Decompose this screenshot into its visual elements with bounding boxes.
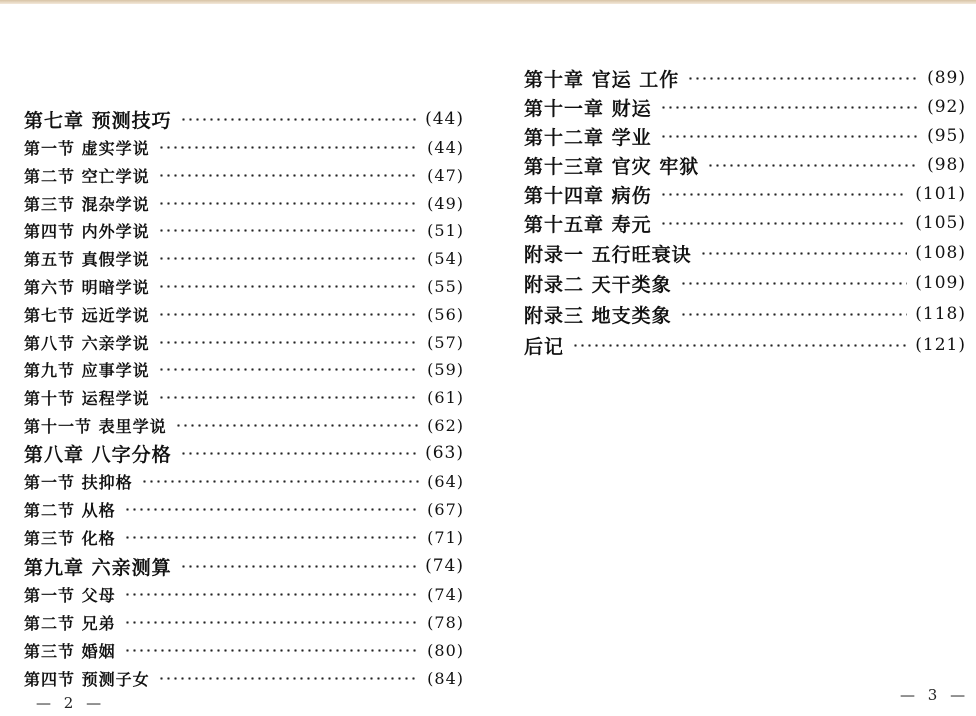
- toc-entry[interactable]: [524, 181, 966, 207]
- toc-entry[interactable]: [24, 609, 464, 635]
- toc-entry-title: 第二节 从格: [24, 500, 116, 520]
- toc-entry-title: 第三节 化格: [24, 528, 116, 548]
- toc-entry-page: (105): [915, 213, 966, 233]
- toc-entry-title: 第十五章 寿元: [524, 213, 652, 236]
- toc-entry-title: 附录一 五行旺衰诀: [524, 243, 692, 266]
- dot-leader: [660, 106, 919, 109]
- toc-entry-page: (64): [427, 471, 464, 491]
- toc-entry-page: (62): [427, 415, 464, 435]
- dot-leader: [158, 285, 420, 288]
- toc-entry-page: (95): [927, 126, 966, 146]
- dot-leader: [124, 621, 420, 624]
- toc-entry-title: 第三节 婚姻: [24, 641, 116, 661]
- toc-entry[interactable]: [24, 553, 464, 579]
- dot-leader: [660, 222, 908, 225]
- toc-entry-title: 附录三 地支类象: [524, 304, 672, 327]
- toc-entry[interactable]: [24, 524, 464, 550]
- toc-entry[interactable]: [24, 356, 464, 382]
- toc-entry-page: (92): [927, 97, 966, 117]
- dot-leader: [572, 344, 907, 347]
- toc-entry-page: (49): [427, 193, 464, 213]
- toc-entry-title: 后记: [524, 335, 565, 358]
- toc-entry-page: (67): [427, 499, 464, 519]
- toc-entry[interactable]: [24, 301, 464, 327]
- dot-leader: [141, 480, 420, 483]
- toc-entry-title: 第九节 应事学说: [24, 360, 150, 380]
- toc-entry[interactable]: [24, 412, 464, 438]
- toc-entry-title: 第三节 混杂学说: [24, 194, 150, 214]
- toc-entry[interactable]: [524, 240, 966, 266]
- toc-entry-title: 第十四章 病伤: [524, 184, 652, 207]
- dot-leader: [660, 193, 908, 196]
- toc-entry-page: (44): [425, 109, 464, 129]
- dot-leader: [175, 424, 420, 427]
- dot-leader: [158, 146, 420, 149]
- toc-entry-title: 第五节 真假学说: [24, 249, 150, 269]
- toc-entry[interactable]: [24, 468, 464, 494]
- toc-entry-page: (74): [425, 556, 464, 576]
- toc-entry-title: 第十章 官运 工作: [524, 68, 680, 91]
- dot-leader: [700, 252, 908, 255]
- toc-entry-page: (57): [427, 332, 464, 352]
- toc-entry-page: (118): [915, 304, 966, 324]
- dot-leader: [707, 164, 919, 167]
- toc-entry[interactable]: [24, 273, 464, 299]
- dot-leader: [158, 313, 420, 316]
- dot-leader: [180, 452, 417, 455]
- toc-entry[interactable]: [524, 65, 966, 91]
- toc-entry[interactable]: [524, 123, 966, 149]
- dot-leader: [680, 282, 908, 285]
- toc-entry-page: (54): [427, 248, 464, 268]
- toc-entry[interactable]: [524, 332, 966, 358]
- toc-entry-page: (89): [927, 68, 966, 88]
- toc-entry-title: 第十三章 官灾 牢狱: [524, 155, 700, 178]
- toc-entry-page: (80): [427, 640, 464, 660]
- toc-entry[interactable]: [24, 190, 464, 216]
- dot-leader: [180, 565, 417, 568]
- toc-entry[interactable]: [524, 270, 966, 296]
- page-number-left: — 2 —: [36, 694, 106, 712]
- dot-leader: [660, 135, 919, 138]
- toc-entry-page: (55): [427, 276, 464, 296]
- toc-entry[interactable]: [24, 329, 464, 355]
- toc-entry[interactable]: [524, 210, 966, 236]
- toc-entry[interactable]: [24, 106, 464, 132]
- toc-entry-page: (101): [915, 184, 966, 204]
- toc-entry-title: 第一节 扶抑格: [24, 472, 133, 492]
- dot-leader: [158, 368, 420, 371]
- toc-entry-page: (44): [427, 137, 464, 157]
- toc-entry[interactable]: [24, 134, 464, 160]
- toc-entry[interactable]: [24, 384, 464, 410]
- dot-leader: [124, 649, 420, 652]
- toc-entry-title: 第十二章 学业: [524, 126, 652, 149]
- toc-entry-title: 第七节 远近学说: [24, 305, 150, 325]
- toc-entry-title: 第七章 预测技巧: [24, 109, 172, 132]
- toc-entry-title: 第一节 虚实学说: [24, 138, 150, 158]
- toc-entry-page: (63): [425, 443, 464, 463]
- toc-entry-title: 第四节 预测子女: [24, 669, 150, 689]
- toc-entry[interactable]: [524, 301, 966, 327]
- toc-entry-title: 附录二 天干类象: [524, 273, 672, 296]
- toc-entry[interactable]: [524, 94, 966, 120]
- dot-leader: [158, 677, 420, 680]
- toc-entry[interactable]: [524, 152, 966, 178]
- dot-leader: [680, 313, 908, 316]
- dot-leader: [124, 593, 420, 596]
- toc-entry-title: 第一节 父母: [24, 585, 116, 605]
- toc-entry-page: (109): [915, 273, 966, 293]
- dot-leader: [124, 536, 420, 539]
- dot-leader: [124, 508, 420, 511]
- dot-leader: [158, 229, 420, 232]
- toc-entry[interactable]: [24, 665, 464, 691]
- toc-entry[interactable]: [24, 496, 464, 522]
- toc-entry-title: 第十节 运程学说: [24, 388, 150, 408]
- dot-leader: [158, 396, 420, 399]
- toc-entry-page: (84): [427, 668, 464, 688]
- toc-entry-page: (61): [427, 387, 464, 407]
- dot-leader: [158, 174, 420, 177]
- toc-entry-page: (121): [915, 335, 966, 355]
- toc-entry[interactable]: [24, 440, 464, 466]
- dot-leader: [687, 77, 919, 80]
- toc-entry[interactable]: [24, 581, 464, 607]
- dot-leader: [158, 341, 420, 344]
- toc-entry-title: 第十一章 财运: [524, 97, 652, 120]
- toc-entry-page: (74): [427, 584, 464, 604]
- toc-entry[interactable]: [24, 245, 464, 271]
- toc-entry-page: (98): [927, 155, 966, 175]
- dot-leader: [158, 257, 420, 260]
- dot-leader: [180, 118, 417, 121]
- toc-entry-page: (56): [427, 304, 464, 324]
- toc-entry-page: (78): [427, 612, 464, 632]
- toc-entry-title: 第九章 六亲测算: [24, 556, 172, 579]
- toc-entry-page: (59): [427, 359, 464, 379]
- dot-leader: [158, 202, 420, 205]
- toc-entry-page: (108): [915, 243, 966, 263]
- toc-entry-title: 第二节 兄弟: [24, 613, 116, 633]
- toc-entry-title: 第八节 六亲学说: [24, 333, 150, 353]
- toc-entry[interactable]: [24, 162, 464, 188]
- toc-entry-page: (47): [427, 165, 464, 185]
- toc-entry[interactable]: [24, 217, 464, 243]
- toc-entry-title: 第四节 内外学说: [24, 221, 150, 241]
- toc-entry-page: (51): [427, 220, 464, 240]
- toc-entry-page: (71): [427, 527, 464, 547]
- toc-entry[interactable]: [24, 637, 464, 663]
- page-number-right: — 3 —: [900, 686, 970, 704]
- toc-entry-title: 第十一节 表里学说: [24, 416, 167, 436]
- toc-entry-title: 第二节 空亡学说: [24, 166, 150, 186]
- toc-entry-title: 第六节 明暗学说: [24, 277, 150, 297]
- page-top-edge: [0, 0, 976, 4]
- toc-entry-title: 第八章 八字分格: [24, 443, 172, 466]
